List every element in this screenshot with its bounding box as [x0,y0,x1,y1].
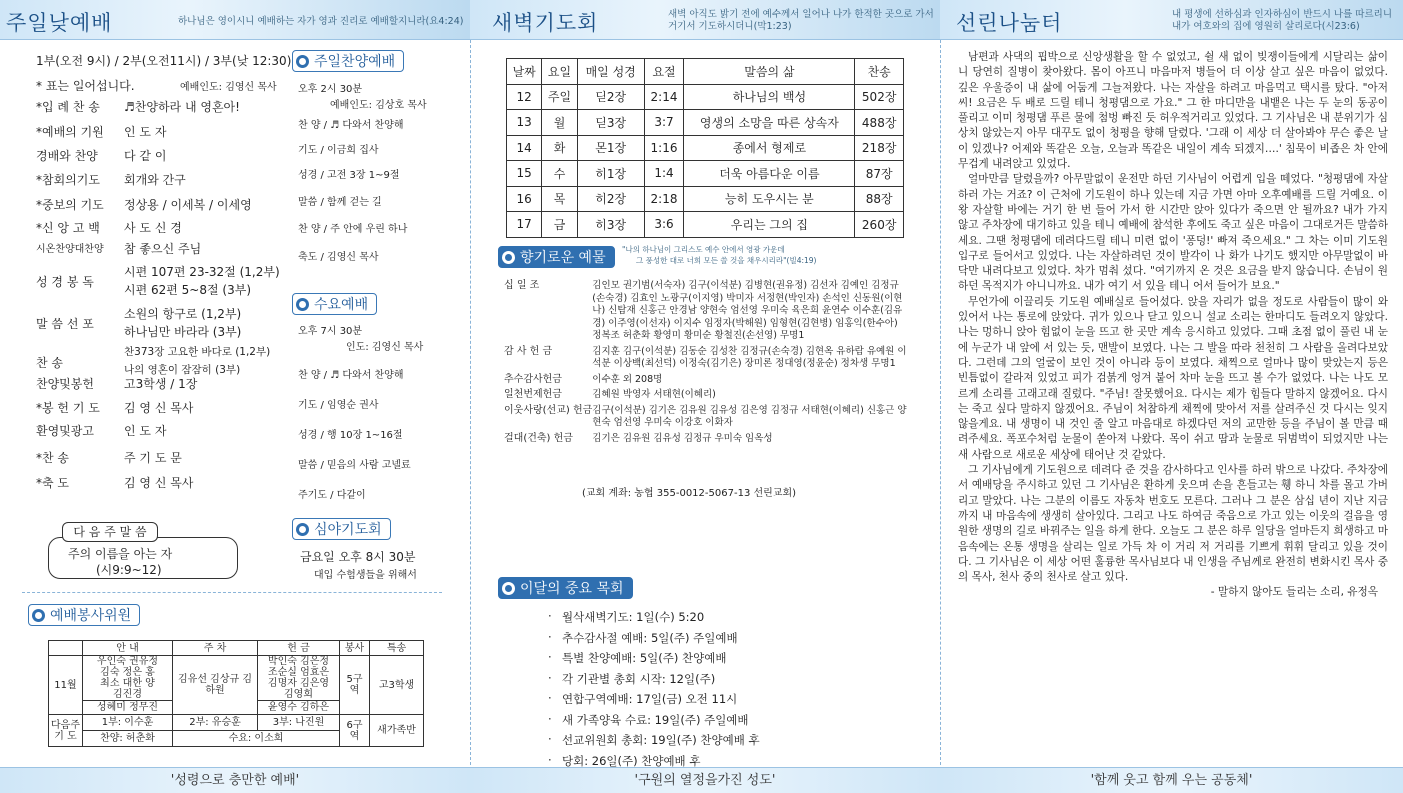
offering-kind: 이웃사랑(선교) 헌금 [504,404,593,416]
table-header: 특송 [370,641,424,656]
story-paragraph: 그 기사님에게 기도원으로 데려다 준 것을 감사하다고 인사를 하러 밖으로 나갔다. 주차장에서 예배당을 주시하고 있던 그 기사님은 환하게 웃으며 손을 흔들고는 휑 하니 차를 몰고 가버리고 말았다. 나는 그분의 이름도 자동차 번호도 모른다. 그러나 그 분은 삼십 년이 지난 지금까지 내 마음속에 생생히 살아있다. 그리고 나도 하여금 죽음으로 가고 있는 이웃의 걸음을 영원한 생명의 길로 바꿔주는 일을 하게 한다. 오늘도 그 분은 하루 일당을 얼마든지 희생하고 마음속에는 온통 생명을 살리는 일로 가득 차 이 거리 저 거리를 기쁘게 휘휘 달리고 있을 것이다. 그 기사님은 이 세상 어떤 훌륭한 목사님보다 내 인생을 주님께로 완전히 변화시킨 목사 중의 목사, 천사 중의 천사로 살고 있다. [958,464,1388,584]
event-item: 당회: 26일(주) 찬양예배 후 [562,753,701,768]
table-cell: 하나님의 백성 [684,84,855,110]
order-value: 회개와 간구 [124,173,186,187]
order-value-2: 시편 62편 5~8절 (3부) [124,283,251,297]
wednesday-item: 기도 / 임영순 권사 [298,400,379,411]
offering-row [504,389,908,405]
afternoon-leader: 예배인도: 김상호 목사 [330,100,427,111]
header-sharing [940,0,1403,40]
friday-time: 금요일 오후 8시 30분 [300,550,416,564]
guide-name: 김진경 [113,689,142,700]
section-title: 향기로운 예물 [520,250,606,266]
table-cell: 몬1장 [577,135,644,161]
order-label: *참회의기도 [36,173,100,187]
order-value: 사 도 신 경 [124,221,182,235]
afternoon-item: 찬 양 / ♬ 다와서 찬양해 [298,120,404,131]
cell-next-2: 2부: 유승훈 [173,715,258,731]
guide-name: 우인숙 권유정 [96,656,159,667]
cell-offering [258,656,340,701]
table-row [507,161,904,187]
table-cell: 2:14 [644,84,684,110]
table-header [49,641,83,656]
table-cell: 목 [542,186,577,212]
cell-month: 11월 [49,656,83,715]
event-bullet: · [548,609,552,623]
verse-line: 내가 여호와의 집에 영원히 살리로다(시23:6) [1172,21,1360,32]
header-verse [1172,9,1392,33]
table-cell: 88장 [855,186,904,212]
offering-kind: 일천번제헌금 [504,389,562,400]
afternoon-item: 축도 / 김영신 목사 [298,252,379,263]
order-label: 시온찬양대찬양 [36,244,104,255]
verse-line: 그 풍성한 대로 너희 모든 쓸 것을 채우시리라"(빌4:19) [636,256,817,265]
table-cell: 월 [542,110,577,136]
event-item: 추수감사절 예배: 5일(주) 주일예배 [562,630,738,645]
bullet-icon [502,582,515,595]
order-label: *신 앙 고 백 [36,221,100,235]
section-afternoon-worship [292,50,404,72]
offering-name: 조순실 엄효은 [267,667,330,678]
table-cell: 12 [507,84,542,110]
table-row [507,186,904,212]
wednesday-item: 찬 양 / ♬ 다와서 찬양해 [298,370,404,381]
wednesday-item: 성경 / 행 10장 1~16절 [298,430,403,441]
table-header: 봉사 [340,641,370,656]
cell-next-label: 다음주 기 도 [49,715,83,747]
table-header: 날짜 [507,59,542,85]
cell-next-3: 3부: 나진원 [258,715,340,731]
event-item: 새 가족양육 수료: 19일(주) 주일예배 [562,712,749,727]
table-header: 요절 [644,59,684,85]
order-label: *축 도 [36,476,69,490]
table-cell: 14 [507,135,542,161]
order-value: ♬찬양하라 내 영혼아! [124,100,240,114]
page-title-sunday-worship: 주일낮예배 [6,11,113,35]
offering-row [504,374,908,390]
footer-motto: '성령으로 충만한 예배' [0,767,470,793]
order-value-2: 하나님만 바라라 (3부) [124,325,242,339]
offering-row [504,433,908,449]
page-title-dawn-prayer: 새벽기도회 [492,11,599,35]
account-info: (교회 계좌: 농협 355-0012-5067-13 선린교회) [582,488,797,499]
order-value: 김 영 신 목사 [124,401,194,415]
column-dawn-prayer [470,0,940,793]
order-value-2: 나의 영혼이 잠잠히 (3부) [124,364,241,376]
event-bullet: · [548,691,552,705]
table-cell: 우리는 그의 집 [684,212,855,238]
event-item: 선교위원회 총회: 19일(주) 찬양예배 후 [562,733,760,747]
order-value: 다 같 이 [124,149,167,163]
offering-name: 김영희 [284,689,313,700]
order-value: 참 좋으신 주님 [124,242,202,256]
table-cell: 더욱 아름다운 이름 [684,161,855,187]
table-cell: 17 [507,212,542,238]
guide-name: 김숙 정은 홍 [100,667,155,678]
worship-leader: 예배인도: 김영신 목사 [180,82,277,93]
guide-name: 최소 대한 양 [100,678,155,689]
offering-kind: 감 사 헌 금 [504,345,553,357]
order-label: *예배의 기원 [36,125,104,139]
table-row [507,110,904,136]
section-title: 주일찬양예배 [314,54,396,70]
order-value: 인 도 자 [124,424,167,438]
next-week-title: 주의 이름을 아는 자 [68,547,173,561]
table-cell: 딛2장 [577,84,644,110]
offering-names: 김인모 권기범(서숙자) 김구(이석분) 김병현(권유정) 김선자 김예인 김정규(손숙경) 김효인 노광구(이지영) 박미자 서정현(박인자) 손석인 신동원(이현나) 신탐재 신홍근 안경남 양현숙 엄선영 우미숙 육은희 윤연수 이수훈(김유경) 이주영(이선자) 이지수 임정자(박해원) 임형현(김현병) 임홍익(한수아) 정복조 허춘화 황영미 황미순 황철진(손선영) 무명1 [592,280,903,341]
order-label: *찬 송 [36,451,69,465]
volunteer-table [48,640,424,747]
table-header: 요일 [542,59,577,85]
cell-next-service: 6구역 [340,715,370,747]
event-item: 연합구역예배: 17일(금) 오전 11시 [562,692,738,706]
event-bullet: · [548,670,552,685]
order-label: 성 경 봉 독 [36,275,94,289]
service-times: 1부(오전 9시) / 2부(오전11시) / 3부(낮 12:30) [36,54,292,68]
cell-offering-last: 윤영수 김하은 [258,701,340,715]
event-bullet: · [548,732,552,746]
offering-row [504,405,908,433]
table-row [507,84,904,110]
event-item: 특별 찬양예배: 5일(주) 찬양예배 [562,651,727,665]
friday-note: 대입 수험생들을 위해서 [314,570,417,581]
offering-row [504,280,908,346]
cell-service: 5구역 [340,656,370,715]
footer-motto: '구원의 열정을가진 성도' [470,767,940,793]
table-header: 헌 금 [258,641,340,656]
header-dawn-prayer [470,0,940,40]
section-title: 심야기도회 [314,522,382,538]
offering-name: 박인숙 김은정 [267,656,330,667]
order-value: 정상용 / 이세복 / 이세영 [124,198,252,212]
table-cell: 딛3장 [577,110,644,136]
verse-line: 내 평생에 선하심과 인자하심이 반드시 나를 따르리니 [1172,9,1393,20]
offering-names: 김기은 김유원 김유성 김정규 우미숙 임옥성 [592,432,773,444]
bullet-icon [296,55,309,68]
cell-parking: 김유선 김상규 김하원 [173,656,258,715]
order-value: 고3학생 / 1장 [124,377,198,391]
header-sunday-worship [0,0,470,40]
page-title-sharing: 선린나눔터 [956,11,1063,35]
event-bullet: · [548,629,552,644]
order-label: 경배와 찬양 [36,149,98,163]
table-cell: 3:7 [644,110,684,136]
offering-names: 김혜원 박영자 서태현(이혜리) [592,389,716,400]
bullet-icon [296,298,309,311]
table-cell: 1:4 [644,161,684,187]
section-monthly-events [498,577,633,599]
cell-guide [83,656,173,701]
event-bullet: · [548,711,552,726]
wednesday-item: 말씀 / 믿음의 사람 고넬료 [298,460,411,471]
order-value: 찬373장 고요한 바다로 (1,2부) [124,346,271,358]
order-label: 찬양및봉헌 [36,377,94,391]
cell-song: 고3학생 [370,656,424,715]
table-cell: 15 [507,161,542,187]
table-cell: 1:16 [644,135,684,161]
table-row [507,212,904,238]
verse-line: 거기서 기도하시더니(막1:23) [668,21,792,32]
wednesday-leader: 인도: 김영신 목사 [346,342,424,353]
bullet-icon [296,523,309,536]
section-wednesday-worship [292,293,377,315]
section-title: 예배봉사위원 [50,608,132,624]
next-week-ref: (시9:9~12) [96,563,162,577]
order-value: 시편 107편 23-32절 (1,2부) [124,265,280,279]
offering-verse [622,244,817,266]
table-cell: 능히 도우시는 분 [684,186,855,212]
order-value: 김 영 신 목사 [124,476,194,490]
offering-kind: 십 일 조 [504,280,540,291]
table-header: 안 내 [83,641,173,656]
header-verse: 하나님은 영이시니 예배하는 자가 영과 진리로 예배할지니라(요4:24) [178,16,464,27]
afternoon-time: 오후 2시 30분 [298,84,363,95]
table-cell: 주일 [542,84,577,110]
verse-line: 새벽 아직도 밝기 전에 예수께서 일어나 나가 한적한 곳으로 가서 [668,9,934,20]
order-label: *봉 헌 기 도 [36,401,100,415]
story-signature: - 말하지 않아도 들리는 소리, 유정옥 [1210,586,1378,599]
column-sunday-worship [0,0,470,793]
story-paragraph: 무언가에 이끌리듯 기도원 예배실로 들어섰다. 앉을 자리가 없을 정도로 사람들이 많이 와 있어서 나는 통로에 앉았다. 귀가 있으나 닫고 있으니 설교 소리는 한마디도 들려오지 않았다. 나는 멍하니 앉아 힘없이 눈을 뜨고 한 곳만 계속 응시하고 있었다. 그때 초점 없이 풀린 내 눈에 누군가 내 앞에 서 있는 듯, 맨발이 보였다. 나는 그 발을 따라 천천히 그 사람을 올려다보았다. 그런데 그의 얼굴이 보인 것이 아니라 등이 보였다. 채찍으로 얼마나 많이 맞았는지 등은 빈틈없이 갈라져 있었고 피가 검붉게 엉겨 붙어 차마 눈을 뜨고 볼 수가 없었다. 나는 나도 모르게 소리를 고래고래 질렀다. "주님! 잘못했어요. 다시는 제가 힘들다 말하지 않겠어요. 다시는 죽고 싶다 말하지 않겠어요. 주님이 처참하게 채찍에 맞아서 저를 살려주신 것 다시는 잊지 않을게요. 내 생명이 내 것인 줄 알고 마음대로 하겠다던 저의 교만한 등을 주님이 볼 만큼 때려주세요. 폭포수처럼 눈물이 쏟아져 나왔다. 목이 쉬고 땀과 눈물로 뒤범벅이 되었지만 나는 새 사람으로 새로운 세상에 태어난 것 같았다. [958,295,1388,461]
event-bullet: · [548,752,552,767]
cell-next-praise: 찬양: 허춘화 [83,731,173,747]
table-cell: 수 [542,161,577,187]
table-header-row [507,59,904,85]
wednesday-item: 주기도 / 다같이 [298,490,366,501]
offering-names: 김구(이석분) 김기은 김유원 김유성 김은영 김정규 서태현(이혜리) 신홍근 양현숙 엄선영 우미숙 이강호 이화자 [592,404,907,428]
column-sharing [940,0,1403,793]
event-bullet: · [548,650,552,664]
table-cell: 87장 [855,161,904,187]
table-header: 찬송 [855,59,904,85]
afternoon-item: 찬 양 / 주 안에 우린 하나 [298,224,408,235]
table-cell: 218장 [855,135,904,161]
section-title: 수요예배 [314,297,369,313]
table-cell: 종에서 형제로 [684,135,855,161]
section-offering [498,246,615,268]
table-header: 매일 성경 [577,59,644,85]
table-cell: 금 [542,212,577,238]
standing-note: * 표는 일어섭니다. [36,79,135,93]
order-label: 찬 송 [36,356,63,370]
header-verse [668,9,934,33]
offering-kind: 걸대(건축) 헌금 [504,432,573,444]
order-value: 소원의 항구로 (1,2부) [124,307,242,321]
table-cell: 히1장 [577,161,644,187]
order-label: *중보의 기도 [36,198,104,212]
offering-row [504,346,908,374]
offering-names: 이수훈 외 208명 [592,373,663,385]
table-cell: 히3장 [577,212,644,238]
order-value: 인 도 자 [124,125,167,139]
cell-next-wed: 수요: 이소희 [173,731,340,747]
table-cell: 260장 [855,212,904,238]
wednesday-time: 오후 7시 30분 [298,326,363,337]
verse-line: "나의 하나님이 그리스도 예수 안에서 영광 가운데 [622,245,785,254]
afternoon-item: 말씀 / 함께 걷는 길 [298,197,382,208]
table-row [507,135,904,161]
divider [22,592,442,593]
section-title: 이달의 중요 목회 [520,581,624,597]
order-label: 환영및광고 [36,424,94,438]
order-value: 주 기 도 문 [124,451,182,465]
table-cell: 502장 [855,84,904,110]
order-label: 말 씀 선 포 [36,317,94,331]
table-cell: 2:18 [644,186,684,212]
table-cell: 13 [507,110,542,136]
table-header: 주 차 [173,641,258,656]
table-cell: 488장 [855,110,904,136]
cell-next-1: 1부: 이수훈 [83,715,173,731]
offering-name: 김명자 김은영 [267,678,330,689]
table-cell: 16 [507,186,542,212]
offering-names: 김지훈 김구(이석분) 김동순 김성찬 김정규(손숙경) 김현옥 유하람 유예원 이석분 이상백(최선덕) 이정숙(김기은) 장미론 정대영(정윤순) 정차생 무명1 [592,345,907,369]
offering-kind: 추수감사헌금 [504,373,562,385]
section-volunteers [28,604,140,626]
bullet-icon [32,609,45,622]
footer-motto: '함께 웃고 함께 우는 공동체' [940,767,1403,793]
afternoon-item: 성경 / 고전 3장 1~9절 [298,170,400,181]
story-body [958,50,1388,601]
table-cell: 3:6 [644,212,684,238]
table-cell: 영생의 소망을 따른 상속자 [684,110,855,136]
cell-next-song: 새가족반 [370,715,424,747]
bullet-icon [502,251,515,264]
cell-guide-last: 성혜미 정무진 [83,701,173,715]
afternoon-item: 기도 / 이금희 집사 [298,145,379,156]
next-week-label: 다 음 주 말 씀 [62,522,158,542]
order-label: *입 례 찬 송 [36,100,100,114]
story-paragraph: 얼마만큼 달렸을까? 아무말없이 운전만 하던 기사님이 어렵게 입을 떼었다. "청평댐에 자살하러 가는 거죠? 이 근처에 기도원이 하나 있는데 지금 가면 아마 오후예배를 드릴 거예요. 이왕 자살할 바에는 거기 한 번 들어 가서 한 시간만 앉아 있다가 죽으면 안 될까요? 내가 가지 않고 주차장에 대기하고 있을 테니 예배에 참석한 후에도 죽고 싶은 마음이 그대로거든 말씀하세요. 그땐 청평댐에 데려다드릴 테니 미련 없이 '퐁덩!' 빠져 죽으세요." 그 차는 이미 기도원 입구로 들어서고 있었다. 나는 자살하려던 것이 발각이 나 화가 나기도 했지만 아무말없이 바닥만 내려다보고 있었다. 차가 멈춰 섰다. "여기까지 온 것은 요금을 받지 않습니다. 손님이 원하던 목적지가 아니니까요. 내가 여기 서 있을 테니 어서 들어가 보요." [958,173,1388,293]
table-cell: 화 [542,135,577,161]
table-cell: 히2장 [577,186,644,212]
event-item: 각 기관별 총회 시작: 12일(주) [562,671,716,686]
section-friday-prayer [292,518,391,540]
story-paragraph: 남편과 사댁의 핍박으로 신앙생활을 할 수 없었고, 쉴 새 없이 빚쟁이들에게 시달리는 삶이니 당연히 질병이 찾아왔다. 몸이 아프니 마음마저 병들어 더 이상 살고 싶은 마음이 없었다. 깊은 우울증이 내 삶에 어둠게 그늘져왔다. 나는 자살을 하려고 마음먹고 택시를 탔다. "아저씨! 요금은 두 배로 드릴 테니 청평댐으로 가요." 그 한 마디만을 내뱉은 나는 두 눈의 동공이 풀리고 이미 청평댐 푸른 물에 첨벙 빠진 듯 허우적거리고 있었다. 그 기사님은 내 분위기가 심상치 않았는지 아무 대꾸도 없이 청평을 향해 달렸다. '그래 이 세상 더 살아봐야 무슨 좋은 날이 있겠나? 어제와 똑같은 오늘, 오늘과 똑같은 내일이 계속 되겠지….' 침묵이 비좁은 차 안에 무겁게 내려앉고 있었다. [958,51,1388,171]
daily-bible-table [506,58,904,238]
event-item: 월삭새벽기도: 1일(수) 5:20 [562,610,705,624]
table-header: 말씀의 삶 [684,59,855,85]
offering-list [504,280,908,448]
